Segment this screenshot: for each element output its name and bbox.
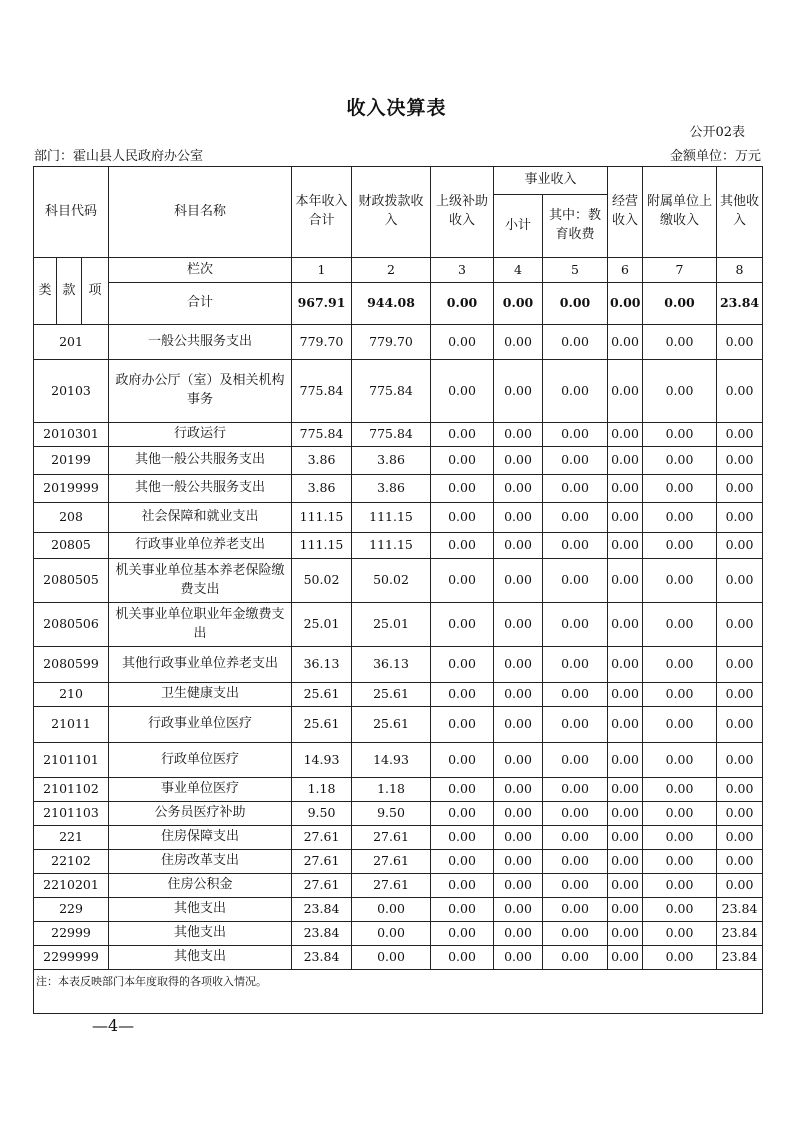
row-value: 0.00	[608, 826, 643, 850]
row-code: 20199	[34, 447, 109, 475]
row-value: 0.00	[431, 850, 494, 874]
row-value: 0.00	[608, 647, 643, 683]
row-value: 0.00	[494, 946, 543, 970]
total-label: 合计	[109, 283, 292, 325]
row-value: 0.00	[352, 946, 431, 970]
row-value: 0.00	[431, 802, 494, 826]
total-value: 0.00	[643, 283, 717, 325]
row-value: 0.00	[643, 946, 717, 970]
table-row	[34, 559, 763, 603]
row-name: 住房保障支出	[109, 826, 292, 850]
total-value: 0.00	[431, 283, 494, 325]
column-number: 1	[292, 258, 352, 283]
table-row	[34, 647, 763, 683]
row-value: 0.00	[608, 533, 643, 559]
row-value: 0.00	[431, 533, 494, 559]
total-value: 0.00	[494, 283, 543, 325]
row-code: 20103	[34, 360, 109, 423]
column-number: 8	[717, 258, 763, 283]
row-value: 14.93	[292, 743, 352, 778]
row-value: 0.00	[494, 683, 543, 707]
row-value: 25.01	[292, 603, 352, 647]
table-row	[34, 447, 763, 475]
row-value: 0.00	[494, 826, 543, 850]
row-value: 0.00	[543, 707, 608, 743]
row-name: 其他一般公共服务支出	[109, 475, 292, 503]
row-value: 50.02	[292, 559, 352, 603]
row-value: 0.00	[494, 707, 543, 743]
row-code: 21011	[34, 707, 109, 743]
row-value: 0.00	[543, 898, 608, 922]
row-code: 210	[34, 683, 109, 707]
row-value: 0.00	[494, 647, 543, 683]
column-number: 4	[494, 258, 543, 283]
row-value: 0.00	[608, 874, 643, 898]
row-value: 50.02	[352, 559, 431, 603]
header-lanci: 栏次	[109, 258, 292, 283]
row-value: 0.00	[717, 423, 763, 447]
row-value: 0.00	[494, 423, 543, 447]
row-value: 0.00	[352, 898, 431, 922]
table-row	[34, 874, 763, 898]
row-value: 9.50	[292, 802, 352, 826]
row-value: 0.00	[643, 559, 717, 603]
total-value: 0.00	[608, 283, 643, 325]
row-value: 0.00	[431, 647, 494, 683]
row-value: 0.00	[717, 826, 763, 850]
row-value: 23.84	[717, 898, 763, 922]
row-value: 0.00	[717, 778, 763, 802]
table-row	[34, 778, 763, 802]
row-value: 775.84	[352, 360, 431, 423]
row-value: 36.13	[292, 647, 352, 683]
row-code: 2101102	[34, 778, 109, 802]
total-value: 23.84	[717, 283, 763, 325]
form-number: 公开02表	[689, 125, 745, 140]
column-number: 5	[543, 258, 608, 283]
row-value: 0.00	[608, 850, 643, 874]
row-value: 0.00	[717, 503, 763, 533]
header-affiliated: 附属单位上缴收入	[643, 167, 717, 258]
column-number: 6	[608, 258, 643, 283]
row-value: 0.00	[608, 603, 643, 647]
row-value: 3.86	[352, 447, 431, 475]
row-value: 0.00	[643, 743, 717, 778]
row-value: 0.00	[643, 898, 717, 922]
row-value: 0.00	[431, 778, 494, 802]
row-value: 0.00	[494, 325, 543, 360]
row-value: 23.84	[717, 922, 763, 946]
row-value: 0.00	[643, 802, 717, 826]
row-value: 111.15	[352, 503, 431, 533]
row-value: 0.00	[643, 874, 717, 898]
row-value: 27.61	[292, 874, 352, 898]
row-name: 行政事业单位医疗	[109, 707, 292, 743]
header-lei: 类	[34, 258, 57, 325]
row-value: 3.86	[352, 475, 431, 503]
row-value: 0.00	[543, 325, 608, 360]
row-value: 0.00	[643, 360, 717, 423]
row-value: 0.00	[431, 898, 494, 922]
row-value: 0.00	[494, 503, 543, 533]
row-value: 0.00	[431, 826, 494, 850]
page-title: 收入决算表	[346, 97, 447, 119]
row-value: 0.00	[608, 946, 643, 970]
row-name: 其他支出	[109, 922, 292, 946]
row-value: 0.00	[543, 802, 608, 826]
header-fiscal: 财政拨款收入	[352, 167, 431, 258]
row-value: 0.00	[608, 802, 643, 826]
row-value: 0.00	[431, 603, 494, 647]
table-row	[34, 325, 763, 360]
row-value: 0.00	[431, 475, 494, 503]
lanci-row	[34, 258, 763, 283]
table-body	[34, 167, 763, 1014]
row-value: 0.00	[717, 743, 763, 778]
row-value: 0.00	[717, 874, 763, 898]
row-value: 0.00	[643, 603, 717, 647]
row-code: 2101101	[34, 743, 109, 778]
row-value: 0.00	[543, 475, 608, 503]
row-code: 2019999	[34, 475, 109, 503]
row-value: 775.84	[292, 423, 352, 447]
row-value: 0.00	[717, 325, 763, 360]
row-code: 229	[34, 898, 109, 922]
row-value: 0.00	[717, 683, 763, 707]
row-code: 2010301	[34, 423, 109, 447]
table-row	[34, 898, 763, 922]
column-number: 3	[431, 258, 494, 283]
row-value: 3.86	[292, 447, 352, 475]
row-value: 23.84	[292, 922, 352, 946]
row-value: 0.00	[643, 647, 717, 683]
row-name: 行政事业单位养老支出	[109, 533, 292, 559]
row-value: 0.00	[543, 533, 608, 559]
unit-label: 金额单位：万元	[669, 149, 761, 164]
row-name: 公务员医疗补助	[109, 802, 292, 826]
header-superior: 上级补助收入	[431, 167, 494, 258]
row-value: 0.00	[431, 360, 494, 423]
row-value: 779.70	[352, 325, 431, 360]
header-operating: 经营收入	[608, 167, 643, 258]
row-value: 23.84	[292, 898, 352, 922]
row-value: 0.00	[643, 826, 717, 850]
row-value: 0.00	[608, 360, 643, 423]
row-code: 201	[34, 325, 109, 360]
table-row	[34, 683, 763, 707]
row-value: 0.00	[643, 475, 717, 503]
row-name: 行政运行	[109, 423, 292, 447]
row-value: 27.61	[352, 874, 431, 898]
row-value: 775.84	[352, 423, 431, 447]
row-value: 779.70	[292, 325, 352, 360]
row-value: 111.15	[352, 533, 431, 559]
row-value: 0.00	[431, 874, 494, 898]
row-value: 0.00	[543, 647, 608, 683]
row-name: 机关事业单位基本养老保险缴费支出	[109, 559, 292, 603]
row-value: 0.00	[431, 447, 494, 475]
row-value: 0.00	[608, 447, 643, 475]
table-row	[34, 946, 763, 970]
row-value: 0.00	[543, 826, 608, 850]
row-value: 0.00	[717, 647, 763, 683]
row-value: 3.86	[292, 475, 352, 503]
row-code: 208	[34, 503, 109, 533]
total-value: 944.08	[352, 283, 431, 325]
row-value: 0.00	[543, 503, 608, 533]
row-value: 0.00	[643, 503, 717, 533]
row-value: 0.00	[494, 922, 543, 946]
row-value: 0.00	[431, 683, 494, 707]
row-value: 0.00	[494, 778, 543, 802]
row-name: 政府办公厅（室）及相关机构事务	[109, 360, 292, 423]
income-table	[33, 166, 763, 1014]
total-value: 0.00	[543, 283, 608, 325]
row-value: 0.00	[643, 533, 717, 559]
row-name: 机关事业单位职业年金缴费支出	[109, 603, 292, 647]
column-number: 7	[643, 258, 717, 283]
row-name: 社会保障和就业支出	[109, 503, 292, 533]
row-value: 0.00	[643, 922, 717, 946]
row-value: 25.61	[292, 707, 352, 743]
row-value: 0.00	[431, 946, 494, 970]
page-number: —4—	[92, 1016, 135, 1035]
row-code: 2210201	[34, 874, 109, 898]
row-value: 1.18	[292, 778, 352, 802]
row-value: 0.00	[494, 802, 543, 826]
table-row	[34, 850, 763, 874]
table-row	[34, 423, 763, 447]
column-number: 2	[352, 258, 431, 283]
header-code: 科目代码	[34, 167, 109, 258]
row-value: 0.00	[431, 707, 494, 743]
row-value: 0.00	[543, 559, 608, 603]
table-row	[34, 533, 763, 559]
row-name: 卫生健康支出	[109, 683, 292, 707]
row-value: 0.00	[543, 360, 608, 423]
row-code: 221	[34, 826, 109, 850]
table-row	[34, 603, 763, 647]
row-value: 0.00	[717, 447, 763, 475]
table-row	[34, 802, 763, 826]
row-value: 36.13	[352, 647, 431, 683]
row-value: 0.00	[431, 922, 494, 946]
row-name: 其他支出	[109, 946, 292, 970]
row-value: 0.00	[643, 850, 717, 874]
header-row	[34, 167, 763, 195]
row-value: 0.00	[494, 447, 543, 475]
row-value: 0.00	[717, 475, 763, 503]
row-value: 0.00	[494, 603, 543, 647]
row-value: 0.00	[608, 778, 643, 802]
header-kuan: 款	[57, 258, 82, 325]
row-name: 住房公积金	[109, 874, 292, 898]
note-row	[34, 970, 763, 1014]
row-value: 0.00	[717, 533, 763, 559]
row-value: 0.00	[431, 743, 494, 778]
row-value: 23.84	[292, 946, 352, 970]
row-value: 0.00	[643, 707, 717, 743]
row-value: 0.00	[431, 559, 494, 603]
row-value: 0.00	[494, 360, 543, 423]
row-code: 2101103	[34, 802, 109, 826]
total-value: 967.91	[292, 283, 352, 325]
row-value: 0.00	[494, 743, 543, 778]
row-name: 其他支出	[109, 898, 292, 922]
row-value: 27.61	[292, 850, 352, 874]
table-row	[34, 826, 763, 850]
row-value: 25.61	[292, 683, 352, 707]
row-value: 0.00	[543, 922, 608, 946]
row-value: 0.00	[643, 778, 717, 802]
row-value: 0.00	[717, 360, 763, 423]
header-name: 科目名称	[109, 167, 292, 258]
table-row	[34, 360, 763, 423]
row-value: 0.00	[717, 707, 763, 743]
row-value: 0.00	[543, 743, 608, 778]
row-value: 0.00	[543, 850, 608, 874]
row-value: 25.61	[352, 683, 431, 707]
row-value: 0.00	[717, 850, 763, 874]
row-value: 0.00	[608, 683, 643, 707]
header-business: 事业收入	[494, 167, 608, 195]
row-value: 0.00	[494, 898, 543, 922]
header-edu: 其中：教育收费	[543, 195, 608, 258]
row-value: 0.00	[643, 683, 717, 707]
row-value: 775.84	[292, 360, 352, 423]
row-value: 0.00	[643, 423, 717, 447]
row-value: 0.00	[608, 325, 643, 360]
total-row	[34, 283, 763, 325]
row-value: 0.00	[431, 503, 494, 533]
row-code: 20805	[34, 533, 109, 559]
row-value: 23.84	[717, 946, 763, 970]
row-value: 0.00	[608, 475, 643, 503]
row-value: 0.00	[543, 423, 608, 447]
row-name: 行政单位医疗	[109, 743, 292, 778]
row-name: 一般公共服务支出	[109, 325, 292, 360]
header-subtotal: 小计	[494, 195, 543, 258]
row-code: 2080506	[34, 603, 109, 647]
row-value: 0.00	[608, 503, 643, 533]
row-value: 0.00	[494, 850, 543, 874]
row-value: 14.93	[352, 743, 431, 778]
row-value: 111.15	[292, 533, 352, 559]
row-code: 2299999	[34, 946, 109, 970]
table-row	[34, 743, 763, 778]
row-value: 0.00	[608, 743, 643, 778]
row-value: 0.00	[717, 802, 763, 826]
row-value: 0.00	[494, 475, 543, 503]
row-value: 0.00	[543, 447, 608, 475]
header-xiang: 项	[82, 258, 109, 325]
row-value: 0.00	[643, 447, 717, 475]
row-value: 27.61	[292, 826, 352, 850]
row-value: 0.00	[608, 922, 643, 946]
header-total: 本年收入合计	[292, 167, 352, 258]
row-value: 9.50	[352, 802, 431, 826]
row-value: 0.00	[608, 898, 643, 922]
row-value: 0.00	[543, 874, 608, 898]
row-value: 0.00	[431, 423, 494, 447]
row-name: 事业单位医疗	[109, 778, 292, 802]
row-value: 25.61	[352, 707, 431, 743]
row-code: 22999	[34, 922, 109, 946]
row-value: 0.00	[543, 946, 608, 970]
table-row	[34, 475, 763, 503]
row-value: 25.01	[352, 603, 431, 647]
header-other: 其他收入	[717, 167, 763, 258]
row-name: 住房改革支出	[109, 850, 292, 874]
row-value: 0.00	[717, 559, 763, 603]
row-value: 0.00	[431, 325, 494, 360]
row-value: 0.00	[608, 707, 643, 743]
department-label: 部门：霍山县人民政府办公室	[34, 149, 204, 164]
row-code: 22102	[34, 850, 109, 874]
row-value: 0.00	[494, 533, 543, 559]
row-value: 0.00	[543, 683, 608, 707]
table-row	[34, 503, 763, 533]
row-name: 其他一般公共服务支出	[109, 447, 292, 475]
row-value: 0.00	[494, 559, 543, 603]
row-value: 27.61	[352, 826, 431, 850]
row-value: 0.00	[717, 603, 763, 647]
row-name: 其他行政事业单位养老支出	[109, 647, 292, 683]
row-value: 27.61	[352, 850, 431, 874]
row-value: 0.00	[543, 778, 608, 802]
row-value: 0.00	[608, 559, 643, 603]
table-row	[34, 922, 763, 946]
row-value: 0.00	[352, 922, 431, 946]
row-value: 0.00	[543, 603, 608, 647]
row-code: 2080505	[34, 559, 109, 603]
row-value: 0.00	[643, 325, 717, 360]
row-value: 0.00	[494, 874, 543, 898]
table-note: 注：本表反映部门本年度取得的各项收入情况。	[34, 970, 763, 1014]
row-code: 2080599	[34, 647, 109, 683]
row-value: 0.00	[608, 423, 643, 447]
row-value: 111.15	[292, 503, 352, 533]
table-row	[34, 707, 763, 743]
row-value: 1.18	[352, 778, 431, 802]
